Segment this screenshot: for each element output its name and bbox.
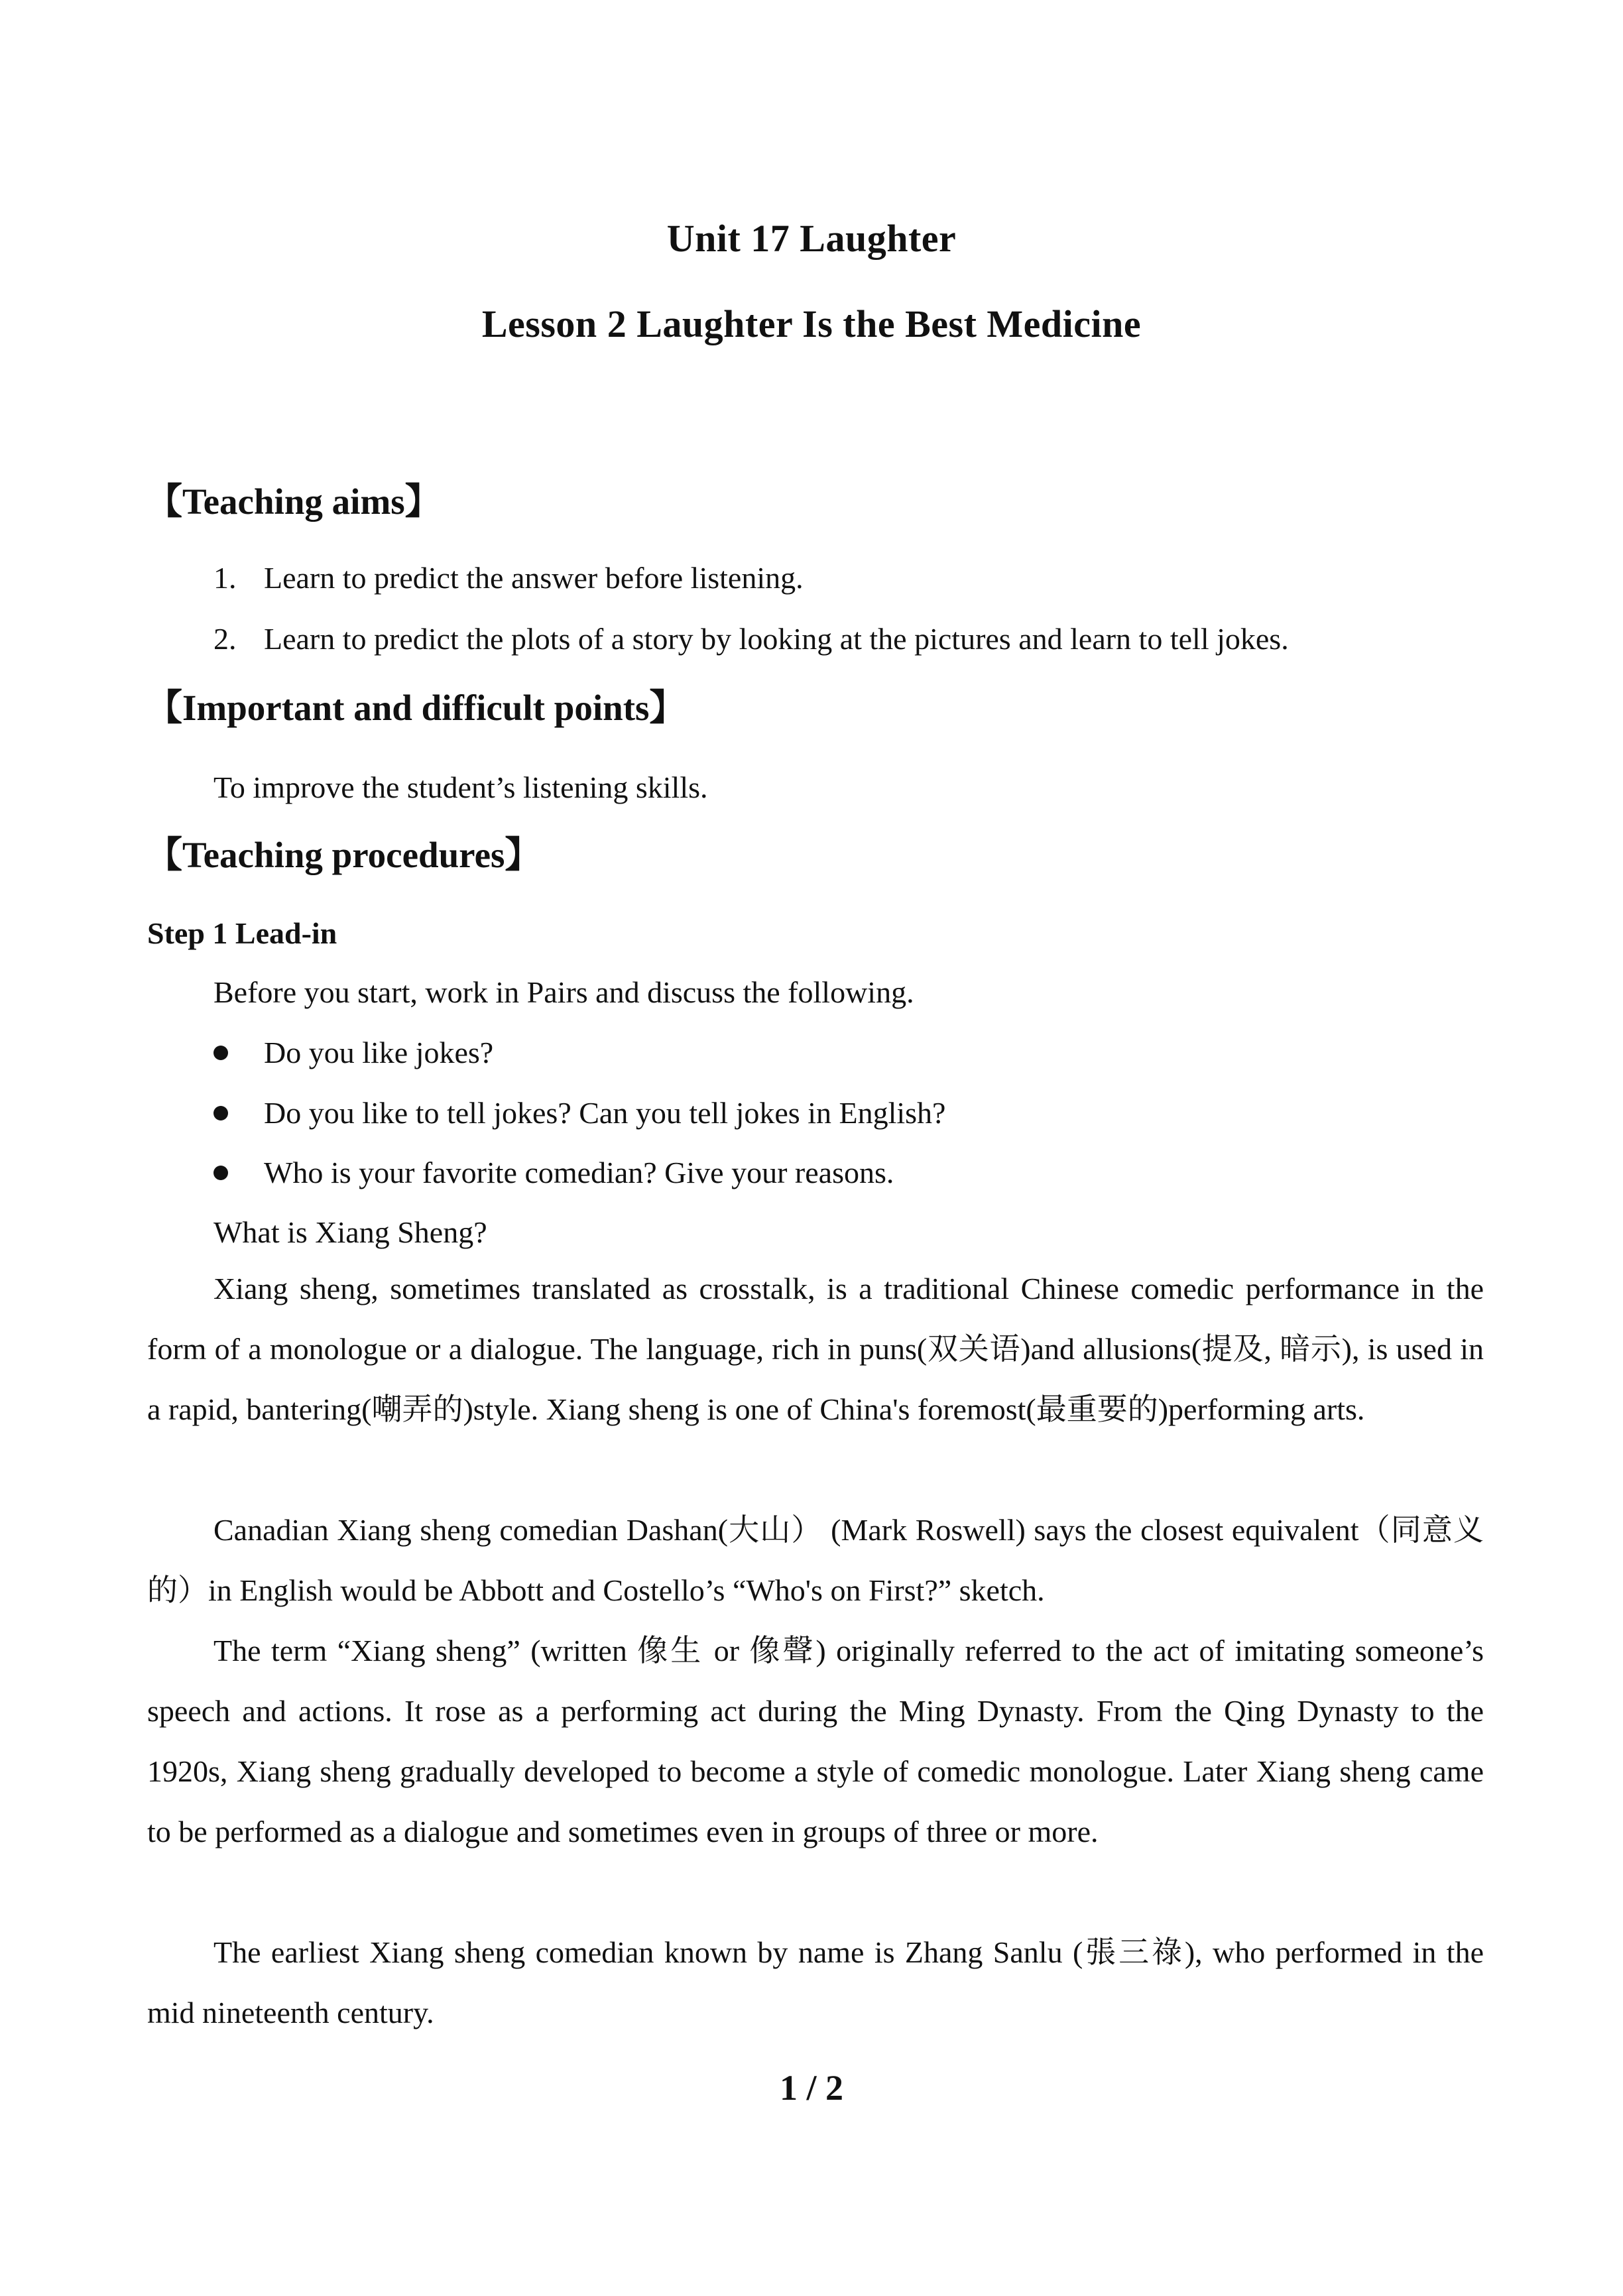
bullet-dot-icon — [213, 1046, 228, 1060]
step-heading: Step 1 Lead-in — [147, 916, 337, 950]
paragraph: The earliest Xiang sheng comedian known by name is Zhang Sanlu (張三祿), who performed in the mid nineteenth century. — [147, 1935, 1484, 2029]
list-item-text: Learn to predict the answer before listening. — [264, 561, 804, 595]
list-item-number: 1. — [213, 561, 237, 595]
section-heading-teaching-procedures: 【Teaching procedures】 — [146, 835, 542, 875]
section-heading-teaching-aims: 【Teaching aims】 — [146, 481, 442, 522]
important-points-text: To improve the student’s listening skills. — [213, 770, 708, 804]
section-heading-important-points: 【Important and difficult points】 — [146, 688, 686, 728]
page-number: 1 / 2 — [779, 2068, 843, 2108]
paragraph: Xiang sheng, sometimes translated as crosstalk, is a traditional Chinese comedic performance in the form of a monologue or a dialogue. The language, rich in puns(双关语)and allusions(提及, 暗示), is used in a rapid, bantering(嘲弄的)style. Xiang sheng is one of China's foremost(最重要的)performing arts. — [147, 1272, 1484, 1426]
bullet-item — [213, 1035, 493, 1070]
bullet-item — [213, 1155, 894, 1190]
document-title: Unit 17 Laughter — [666, 217, 957, 260]
bullet-text: Do you like jokes? — [264, 1036, 494, 1069]
list-item — [213, 621, 1289, 656]
paragraph: The term “Xiang sheng” (written 像生 or 像聲) originally referred to the act of imitating someone’s speech and actions. It rose as a performing act during the Ming Dynasty. From the Qing Dynasty to the 1920s, Xiang sheng gradually developed to become a style of comedic monologue. Later Xiang sheng came to be performed as a dialogue and sometimes even in groups of three or more. — [147, 1634, 1484, 1848]
list-item — [213, 560, 804, 595]
list-item-number: 2. — [213, 622, 237, 656]
paragraph: Canadian Xiang sheng comedian Dashan(大山） (Mark Roswell) says the closest equivalent（同意义的）in English would be Abbott and Costello’s “Who's on First?” sketch. — [147, 1513, 1484, 1607]
bullet-item — [213, 1095, 945, 1130]
bullet-text: Do you like to tell jokes? Can you tell jokes in English? — [264, 1096, 946, 1130]
bullet-dot-icon — [213, 1106, 228, 1120]
list-item-text: Learn to predict the plots of a story by looking at the pictures and learn to tell jokes. — [264, 622, 1289, 656]
step-intro: Before you start, work in Pairs and discuss the following. — [213, 975, 914, 1009]
question-line: What is Xiang Sheng? — [213, 1215, 487, 1249]
bullet-dot-icon — [213, 1166, 228, 1180]
bullet-text: Who is your favorite comedian? Give your reasons. — [264, 1156, 894, 1189]
document-subtitle: Lesson 2 Laughter Is the Best Medicine — [481, 302, 1142, 345]
